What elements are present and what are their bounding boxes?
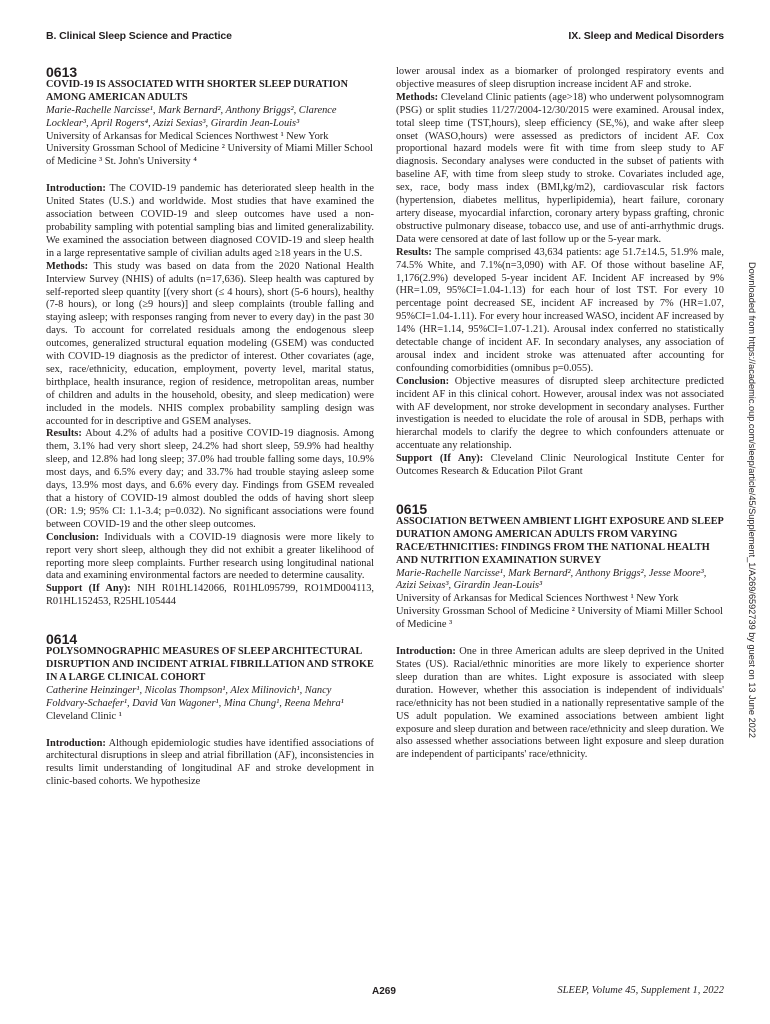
abstract-affiliations: University of Arkansas for Medical Sciences Northwest ¹ New York University Grossman School of Medicine ² University of Miami Miller School of Medicine ³ — [396, 593, 723, 631]
abstract-0615 — [396, 503, 724, 762]
section-label: Methods: — [46, 260, 89, 272]
section-label: Introduction: — [46, 183, 106, 195]
section-text: About 4.2% of adults had a positive COVID-19 diagnosis. Among them, 3.1% had very short sleep, 24.2% had short sleep, 59.9% had healthy sleep, and 12.8% had long sleep; 37.0% had trouble falling some days, 10.9% most days, and 6.5% every day; and 33.7% had trouble staying asleep some days, 13.9% most days, and 6.6% every day. Findings from GSEM revealed that a history of COVID-19 almost doubled the odds of having short sleep (OR: 1.9; 95% CI: 1.1-3.4; p=0.032). No significant associations were found between COVID-19 and the other sleep outcomes. — [46, 428, 374, 530]
abstract-affiliations: University of Arkansas for Medical Sciences Northwest ¹ New York University Grossman School of Medicine ² University of Miami Miller School of Medicine ³ St. John's University ⁴ — [46, 130, 373, 168]
section-label: Introduction: — [396, 646, 456, 658]
section-results — [396, 247, 724, 376]
abstract-0614-continued — [396, 66, 724, 479]
section-text: Cleveland Clinic patients (age>18) who underwent polysomnogram (PSG) or split studies 11/27/2004-12/30/2015 were examined. Arousal index, total sleep time (TST,hours), sleep efficiency (SE,%), and wake after sleep onset (WASO,hours) were assessed as predictors of incident AF. Cox proportional hazard models were fit with time from sleep study to AF diagnosis. Secondary analyses were conducted in the subset of patients with baseline AF, with time from sleep study to stroke. Covariates included age, sex, race, body mass index (BMI,kg/m2), cardiovascular risk factors (hypertension, diabetes mellitus, hyperlipidemia), heart failure, coronary artery disease, myocardial infarction, coronary artery bypass grafting, chronic obstructive pulmonary disease, tobacco use, and use of anti-arrhythmic drugs. Data were censored at date of last follow up or the 5-year mark. — [396, 91, 724, 245]
abstract-title: POLYSOMNOGRAPHIC MEASURES OF SLEEP ARCHITECTURAL DISRUPTION AND INCIDENT ATRIAL FIBRILLATION AND STROKE IN A LARGE CLINICAL COHORT — [46, 646, 374, 683]
section-label: Support (If Any): — [46, 583, 131, 595]
section-text: This study was based on data from the 2020 National Health Interview Survey (NHIS) of adults (n=17,636). Sleep health was captured by self-reported sleep quantity [(very short (≤ 4 hours), short (5-6 hours), healthy (7-8 hours), or long (≥9 hours)] and sleep complaints (trouble falling and staying asleep; with responses ranging from never to every day) in the past 30 days. To account for correlated residuals among the endogenous sleep outcomes, generalized structural equation modeling (GSEM) was conducted with COVID-19 diagnosis as the predictor of interest. Other covariates (age, sex, race/ethnicity, education, employment, poverty level, marital status, birthplace, health insurance, region of residence, metropolitan areas, number of children and adults in the household, obesity, and sleep medication) were included in the models. NHIS complex probability sampling design was accounted for in descriptive and GSEM analyses. — [46, 260, 374, 427]
section-conclusion — [396, 376, 724, 453]
abstract-title: ASSOCIATION BETWEEN AMBIENT LIGHT EXPOSURE AND SLEEP DURATION AMONG AMERICAN ADULTS FROM VARYING RACE/ETHNICITIES: FINDINGS FROM THE NATIONAL HEALTH AND NUTRITION EXAMINATION SURVEY — [396, 515, 724, 566]
abstract-authors: Marie-Rachelle Narcisse¹, Mark Bernard², Anthony Briggs², Jesse Moore³, Azizi Seixas³, Girardin Jean-Louis³ — [396, 567, 707, 592]
section-introduction — [46, 183, 374, 260]
running-header-section: B. Clinical Sleep Science and Practice — [46, 30, 232, 42]
abstract-number: 0615 — [396, 501, 428, 517]
section-methods — [396, 92, 724, 247]
section-label: Support (If Any): — [396, 453, 484, 465]
section-label: Results: — [396, 246, 432, 258]
section-conclusion — [46, 532, 374, 584]
abstract-affiliations: Cleveland Clinic ¹ — [46, 710, 122, 722]
section-label: Conclusion: — [396, 375, 450, 387]
section-text: Cleveland Clinic Neurological Institute Center for Outcomes Research & Education Pilot Grant — [396, 453, 724, 478]
running-header-topic: IX. Sleep and Medical Disorders — [568, 30, 724, 42]
section-text: One in three American adults are sleep deprived in the United States (US). Racial/ethnic minorities are more likely to experience shorter sleep duration than are whites. Light exposure is associated with sleep duration. However, whether this association is independent of individuals' race/ethnicity has not been studied in a nationally representative sample of the US adult population. We examined associations between ambient light exposure and sleep duration and between race/ethnicity and sleep duration. We also assessed whether associations between light exposure and sleep duration are independent of participants' race/ethnicity. — [396, 646, 724, 761]
section-label: Methods: — [396, 91, 439, 103]
left-column — [46, 66, 374, 789]
section-methods — [46, 261, 374, 429]
abstract-0613 — [46, 66, 374, 609]
section-text: The sample comprised 43,634 patients: age 51.7±14.5, 51.9% male, 74.5% White, and 7.1%(n=3,090) with AF. Of those without baseline AF, 1,176(2.9%) developed 5-year incident AF. Incident AF increased by 9% (HR=1.09, 95%CI=1.04-1.13) for each hour of lost TST. For every 10 percentage point decreased SE, incident AF increased by 7% (HR=1.07, 95%CI=1.04-1.11). For every hour increased WASO, incident AF increased by 14% (HR=1.14, 95%CI=1.07-1.21). Arousal index conferred no statistically detectable change of incident AF. In secondary analyses, any association of arousal index and incident stroke was attenuated after accounting for confounding comorbidities (omnibus p=0.055). — [396, 246, 724, 374]
abstract-number: 0614 — [46, 631, 78, 648]
section-text: Although epidemiologic studies have identified associations of architectural disruptions in sleep and atrial fibrillation (AF), inconsistencies in results limit understanding of longitudinal AF and stroke development in clinic-based cohorts. We hypothesize — [46, 737, 374, 788]
abstract-number: 0613 — [46, 64, 78, 80]
section-introduction — [396, 646, 724, 762]
section-text: The COVID-19 pandemic has deteriorated sleep health in the United States (U.S.) and worldwide. Most studies that have examined the association between COVID-19 and sleep outcomes have used a non-probability sampling with potential sampling bias and limited generalizability. We examined the association between diagnosed COVID-19 and sleep health in a large representative sample of civilian adults aged ≥18 years in the U.S. — [46, 183, 374, 259]
section-text: NIH R01HL142066, R01HL095799, RO1MD004113, R01HL152453, R25HL105444 — [46, 583, 375, 608]
section-label: Introduction: — [46, 737, 106, 749]
abstract-authors: Catherine Heinzinger¹, Nicolas Thompson¹, Alex Milinovich¹, Nancy Foldvary-Schaefer¹, David Van Wagoner¹, Mina Chung¹, Reena Mehra¹ — [46, 684, 344, 709]
section-support — [396, 453, 724, 479]
download-watermark — [747, 240, 757, 760]
abstract-authors: Marie-Rachelle Narcisse¹, Mark Bernard², Anthony Briggs², Clarence Locklear³, April Rogers⁴, Azizi Sexias³, Girardin Jean-Louis³ — [46, 104, 337, 129]
section-text: Individuals with a COVID-19 diagnosis were more likely to report very short sleep, although they did not exhibit a greater likelihood of reporting more sleep complaints. Further research using longitudinal national data and examining environmental factors are needed to determine causality. — [46, 531, 374, 582]
abstract-title: COVID-19 IS ASSOCIATED WITH SHORTER SLEEP DURATION AMONG AMERICAN ADULTS — [46, 78, 348, 103]
right-column — [396, 66, 724, 762]
section-label: Results: — [46, 428, 82, 440]
section-introduction — [46, 738, 374, 790]
page-number: A269 — [372, 986, 396, 997]
section-label: Conclusion: — [46, 531, 100, 543]
section-support — [46, 583, 374, 609]
section-text: Objective measures of disrupted sleep architecture predicted incident AF in this clinical cohort. However, arousal index was not associated with AF development, nor stroke development in secondary analyses. Further investigation is needed to elucidate the role of arousal in SDB, perhaps with hierarchal models to clarify the degree to which confounders attenuate or accentuate any relationship. — [396, 375, 724, 452]
section-introduction-continued: lower arousal index as a biomarker of prolonged respiratory events and objective measures of sleep disruption increase incident AF and stroke. — [396, 66, 724, 90]
download-watermark-text: Downloaded from https://academic.oup.com/sleep/article/45/Supplement_1/A269/6592739 by guest on 13 June 2022 — [747, 261, 757, 739]
section-results — [46, 428, 374, 531]
abstract-0614 — [46, 633, 374, 789]
journal-citation: SLEEP, Volume 45, Supplement 1, 2022 — [557, 985, 724, 996]
